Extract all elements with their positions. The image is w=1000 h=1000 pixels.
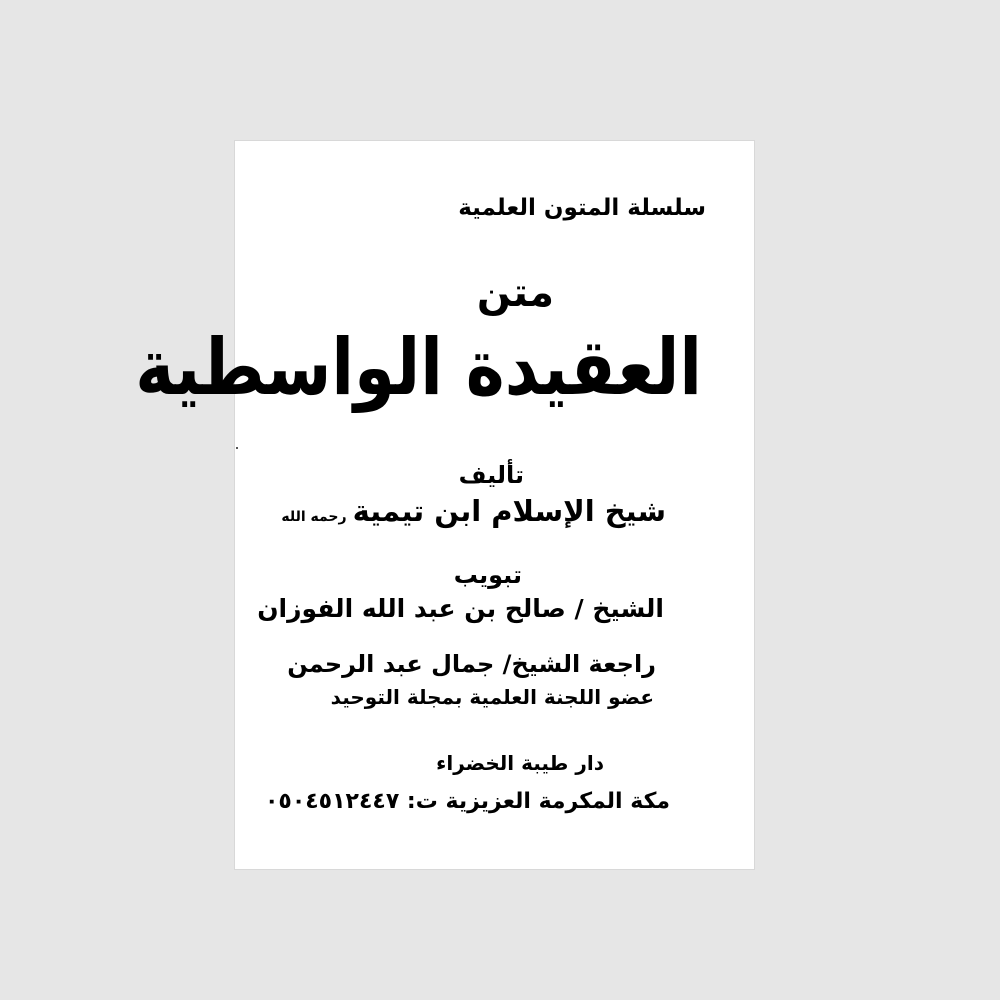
book-cover-page: [135, 141, 754, 869]
reviewer-role: عضو اللجنة العلمية بمجلة التوحيد: [330, 685, 654, 709]
book-title: العقيدة الواسطية: [135, 321, 702, 413]
author-line: [281, 494, 666, 528]
arranger-name: الشيخ / صالح بن عبد الله الفوزان: [257, 594, 664, 623]
reviewer-name: راجعة الشيخ/ جمال عبد الرحمن: [287, 650, 656, 678]
publisher-address: مكة المكرمة العزيزية ت: ٠٥٠٤٥١٢٤٤٧: [264, 789, 670, 814]
arranged-label: تبويب: [453, 561, 522, 589]
author-name: شيخ الإسلام ابن تيمية: [352, 494, 666, 528]
scan-speck: [236, 447, 238, 449]
author-honorific: رحمه الله: [281, 509, 347, 525]
series-title: سلسلة المتون العلمية: [458, 195, 706, 221]
authorship-label: تأليف: [458, 461, 524, 489]
publisher-name: دار طيبة الخضراء: [436, 751, 604, 775]
matn-heading: متن: [476, 270, 554, 316]
